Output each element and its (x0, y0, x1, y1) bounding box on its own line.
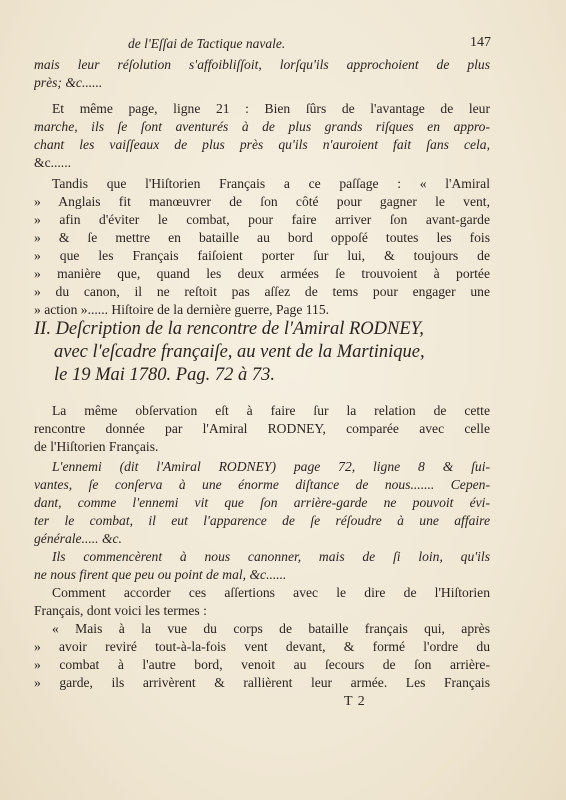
page-number: 147 (470, 35, 491, 50)
paragraph-6 (34, 548, 490, 584)
text-line: » combat à l'autre bord, venoit au ſecours de ſon arrière- (34, 657, 490, 672)
text-line: générale..... &c. (34, 531, 122, 546)
paragraph-4 (34, 402, 490, 456)
text-line: près; &c...... (34, 75, 103, 90)
text-line: « Mais à la vue du corps de bataille français qui, après (52, 621, 490, 636)
running-title: de l'Eſſai de Tactique navale. (128, 36, 286, 51)
text-line: Et même page, ligne 21 : Bien ſûrs de l'avantage de leur (52, 101, 490, 116)
text-line: de l'Hiſtorien Français. (34, 439, 159, 454)
text-line: » du canon, il ne reſtoit pas aſſez de tems pour engager une (34, 284, 490, 299)
text-line: marche, ils ſe ſont aventurés à de plus grands riſques en appro- (34, 119, 490, 134)
paragraph-2 (34, 100, 490, 172)
text-line: Français, dont voici les termes : (34, 603, 207, 618)
text-line: &c...... (34, 155, 71, 170)
text-line: rencontre donnée par l'Amiral RODNEY, comparée avec celle (34, 421, 490, 436)
paragraph-8 (34, 620, 490, 692)
paragraph-5 (34, 458, 490, 548)
text-line: vantes, ſe conſerva à une énorme diſtance de nous....... Cepen- (34, 477, 490, 492)
text-line: » action »...... Hiſtoire de la dernière guerre, Page 115. (34, 302, 330, 317)
text-line: mais leur réſolution s'affoibliſſoit, lorſqu'ils approchoient de plus (34, 57, 490, 72)
text-line: » afin d'éviter le combat, pour faire arriver ſon avant-garde (34, 212, 490, 227)
text-line: chant les vaiſſeaux de plus près qu'ils n'auroient fait ſans cela, (34, 137, 490, 152)
text-line: » manière que, quand les deux armées ſe trouvoient à portée (34, 266, 490, 281)
text-line: Comment accorder ces aſſertions avec le dire de l'Hiſtorien (52, 585, 490, 600)
paragraph-1 (34, 56, 490, 92)
text-line: Tandis que l'Hiſtorien Français a ce paſſage : « l'Amiral (52, 176, 490, 191)
text-line: La même obſervation eſt à faire ſur la relation de cette (52, 403, 490, 418)
heading-line: II. Deſcription de la rencontre de l'Amiral RODNEY, (34, 319, 424, 339)
heading-line: avec l'eſcadre françaiſe, au vent de la Martinique, (54, 342, 425, 362)
text-line: L'ennemi (dit l'Amiral RODNEY) page 72, ligne 8 & ſui- (52, 459, 490, 474)
signature-mark: T 2 (344, 694, 366, 709)
section-heading (34, 318, 494, 387)
text-line: Ils commencèrent à nous canonner, mais de ſi loin, qu'ils (52, 549, 490, 564)
text-line: ter le combat, il eut l'apparence de ſe réſoudre à une affaire (34, 513, 490, 528)
text-line: ne nous firent que peu ou point de mal, &c...... (34, 567, 287, 582)
paragraph-3 (34, 175, 490, 319)
text-line: » avoir reviré tout-à-la-fois vent devant, & formé l'ordre du (34, 639, 490, 654)
text-line: » & ſe mettre en bataille au bord oppoſé toutes les fois (34, 230, 490, 245)
text-line: » que les Français faiſoient porter ſur lui, & toujours de (34, 248, 490, 263)
text-line: dant, comme l'ennemi vit que ſon arrière-garde ne pouvoit évi- (34, 495, 490, 510)
text-line: » Anglais fit manœuvrer de ſon côté pour gagner le vent, (34, 194, 490, 209)
paragraph-7 (34, 584, 490, 620)
text-line: » garde, ils arrivèrent & rallièrent leur armée. Les Français (34, 675, 490, 690)
heading-line: le 19 Mai 1780. Pag. 72 à 73. (54, 365, 275, 385)
